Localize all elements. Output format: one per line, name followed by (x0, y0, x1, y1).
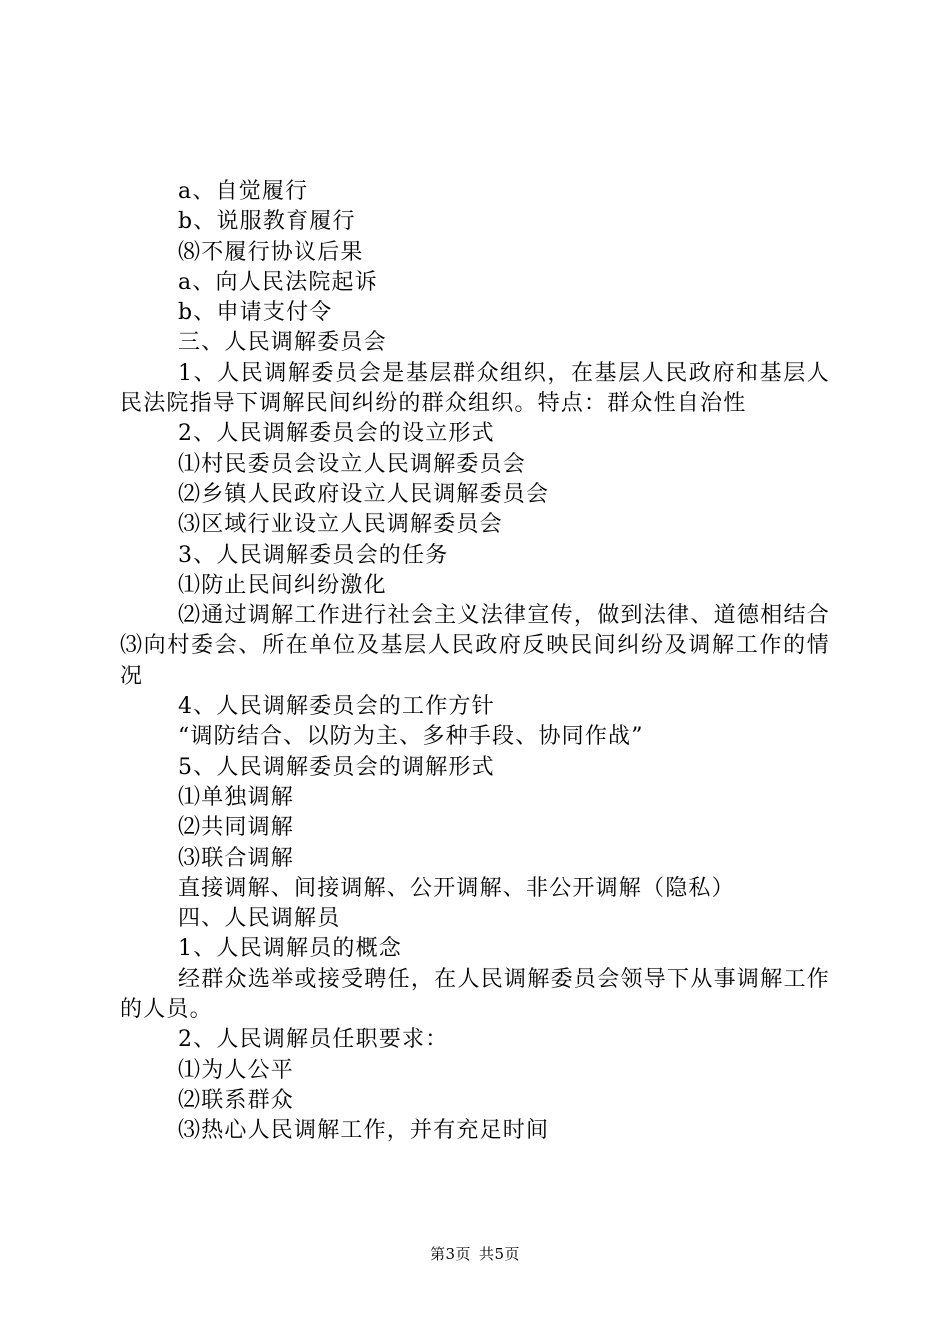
paragraph: ⑵共同调解 (178, 815, 295, 841)
paragraph: ⑴村民委员会设立人民调解委员会 (178, 451, 527, 477)
paragraph: 经群众选举或接受聘任，在人民调解委员会领导下从事调解工作的人员。 (120, 966, 830, 1023)
paragraph: b、申请支付令 (178, 300, 333, 326)
subheading: 4、人民调解委员会的工作方针 (178, 694, 495, 720)
paragraph: 1、人民调解委员会是基层群众组织，在基层人民政府和基层人民法院指导下调解民间纠纷的群众组织。特点：群众性自治性 (120, 360, 830, 417)
paragraph: “调防结合、以防为主、多种手段、协同作战” (178, 724, 644, 750)
paragraph: a、自觉履行 (178, 179, 309, 204)
page-number: 第3页 (429, 1245, 471, 1263)
document-body (120, 177, 830, 1147)
page-total: 共5页 (479, 1245, 521, 1263)
section-heading: 三、人民调解委员会 (178, 330, 387, 356)
paragraph: ⑶热心人民调解工作，并有充足时间 (178, 1118, 550, 1144)
subheading: 2、人民调解委员会的设立形式 (178, 421, 495, 447)
paragraph: ⑻不履行协议后果 (178, 239, 364, 265)
paragraph: ⑶联合调解 (178, 845, 295, 871)
paragraph: a、向人民法院起诉 (178, 269, 378, 295)
paragraph: ⑵乡镇人民政府设立人民调解委员会 (178, 481, 550, 507)
paragraph: ⑴为人公平 (178, 1057, 295, 1083)
subheading: 3、人民调解委员会的任务 (178, 542, 449, 568)
paragraph: b、说服教育履行 (178, 209, 356, 235)
paragraph: ⑵联系群众 (178, 1087, 295, 1113)
section-heading: 四、人民调解员 (178, 906, 341, 932)
paragraph: ⑴防止民间纠纷激化 (178, 572, 387, 598)
paragraph: ⑶区域行业设立人民调解委员会 (178, 512, 503, 538)
subheading: 1、人民调解员的概念 (178, 936, 402, 962)
page-footer (0, 1243, 950, 1264)
subheading: 5、人民调解委员会的调解形式 (178, 754, 495, 780)
paragraph: ⑵通过调解工作进行社会主义法律宣传，做到法律、道德相结合⑶向村委会、所在单位及基层人民政府反映民间纠纷及调解工作的情况 (120, 603, 830, 689)
paragraph: 直接调解、间接调解、公开调解、非公开调解（隐私） (178, 875, 735, 901)
subheading: 2、人民调解员任职要求： (178, 1027, 449, 1053)
paragraph: ⑴单独调解 (178, 784, 295, 810)
